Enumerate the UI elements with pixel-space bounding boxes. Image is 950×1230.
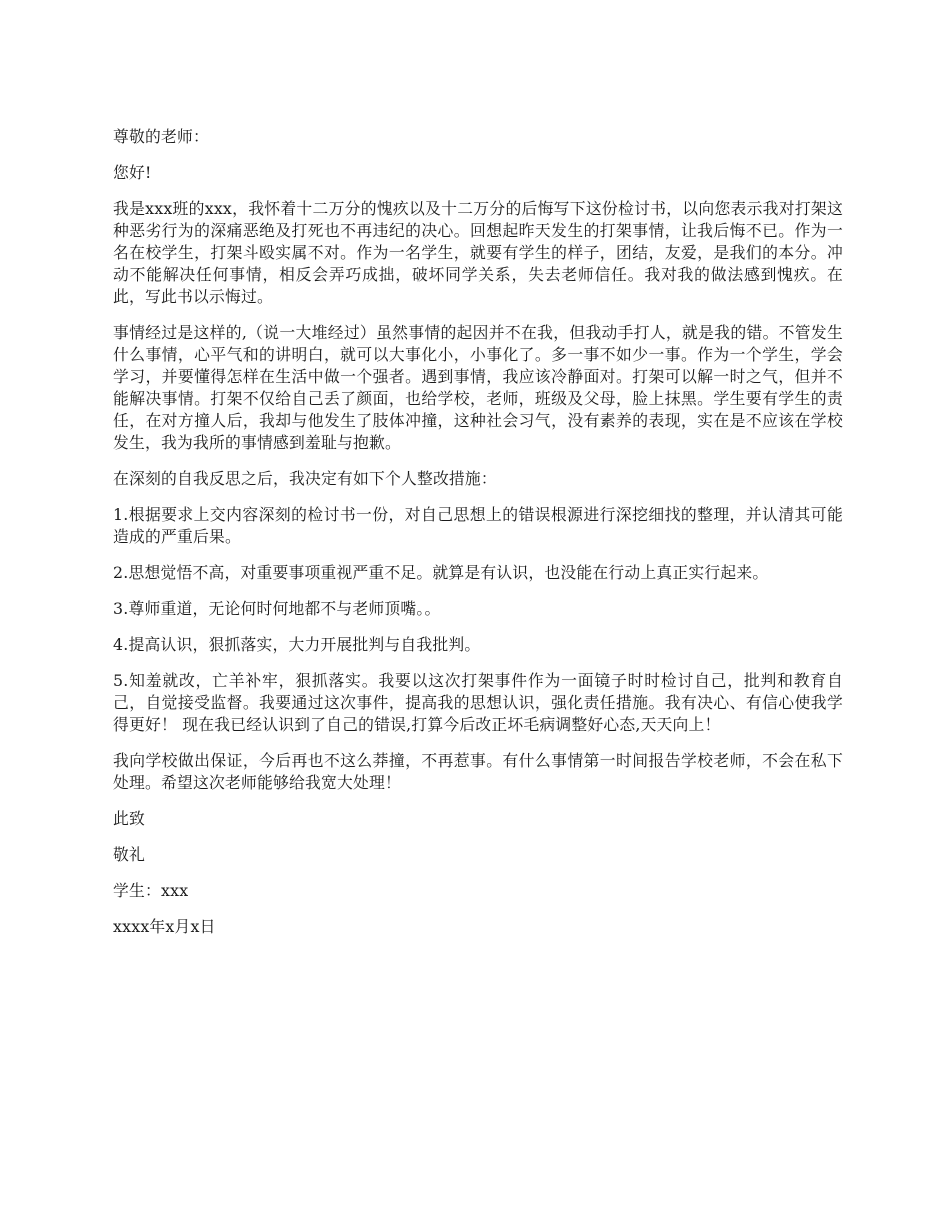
body-paragraph-incident: 事情经过是这样的,（说一大堆经过）虽然事情的起因并不在我，但我动手打人，就是我的错。不管发生什么事情，心平气和的讲明白，就可以大事化小，小事化了。多一事不如少一事。作为一个学生，学会学习，并要懂得怎样在生活中做一个强者。遇到事情，我应该冷静面对。打架可以解一时之气，但并不能解决事情。打架不仅给自己丢了颜面，也给学校，老师，班级及父母，脸上抹黑。学生要有学生的责任，在对方撞人后，我却与他发生了肢体冲撞，这种社会习气，没有素养的表现，实在是不应该在学校发生，我为我所的事情感到羞耻与抱歉。 [113, 323, 843, 452]
measure-item-1: 1.根据要求上交内容深刻的检讨书一份，对自己思想上的错误根源进行深挖细找的整理，并认清其可能造成的严重后果。 [113, 505, 843, 546]
salutation: 尊敬的老师： [113, 127, 209, 146]
signature: 学生：xxx [113, 881, 189, 900]
measure-item-2: 2.思想觉悟不高，对重要事项重视严重不足。就算是有认识，也没能在行动上真正实行起来。 [113, 563, 769, 582]
greeting: 您好! [113, 163, 152, 182]
letter-page [113, 126, 843, 952]
body-paragraph-measures-intro: 在深刻的自我反思之后，我决定有如下个人整改措施： [113, 469, 497, 488]
regards: 敬礼 [113, 845, 145, 864]
date: xxxx年x月x日 [113, 917, 216, 936]
measure-item-5: 5.知羞就改，亡羊补牢，狠抓落实。我要以这次打架事件作为一面镜子时时检讨自己，批判和教育自己，自觉接受监督。我要通过这次事件，提高我的思想认识，强化责任措施。我有决心、有信心使我学得更好！ 现在我已经认识到了自己的错误,打算今后改正坏毛病调整好心态,天天向上！ [113, 671, 843, 734]
closing-phrase: 此致 [113, 809, 145, 828]
measure-item-4: 4.提高认识，狠抓落实，大力开展批判与自我批判。 [113, 635, 481, 654]
closing-paragraph: 我向学校做出保证，今后再也不这么莽撞，不再惹事。有什么事情第一时间报告学校老师，不会在私下处理。希望这次老师能够给我宽大处理！ [113, 751, 843, 792]
measure-item-3: 3.尊师重道，无论何时何地都不与老师顶嘴。。 [113, 599, 441, 618]
body-paragraph-intro: 我是xxx班的xxx，我怀着十二万分的愧疚以及十二万分的后悔写下这份检讨书，以向您表示我对打架这种恶劣行为的深痛恶绝及打死也不再违纪的决心。回想起昨天发生的打架事情，让我后悔不已。作为一名在校学生，打架斗殴实属不对。作为一名学生，就要有学生的样子，团结，友爱，是我们的本分。冲动不能解决任何事情，相反会弄巧成拙，破坏同学关系，失去老师信任。我对我的做法感到愧疚。在此，写此书以示悔过。 [113, 199, 843, 306]
